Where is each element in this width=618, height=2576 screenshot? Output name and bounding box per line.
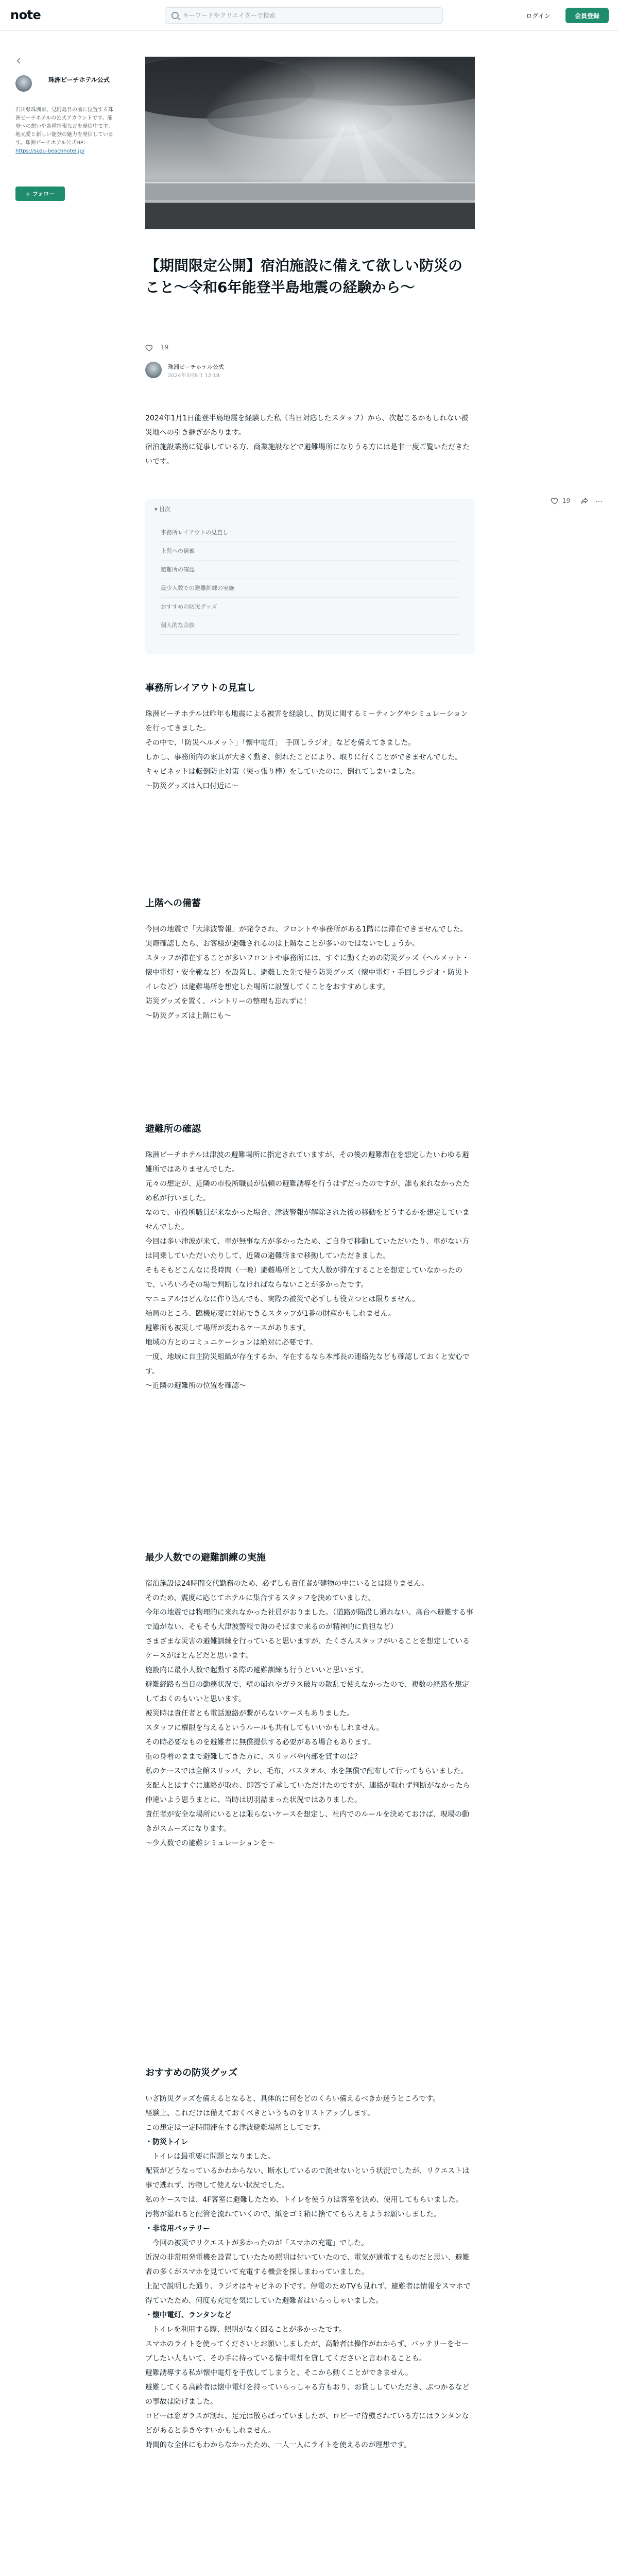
body-line: 今年の地震では物理的に来れなかった社員がおりました。（道路が陥没し通れない、高台へ避難する事で道がない、そもそも大津波警報で海のそばまで来るのが精神的に負担など） bbox=[145, 1608, 473, 1631]
article-title: 【期間限定公開】宿泊施設に備えて欲しい防災のこと〜令和6年能登半島地震の経験から〜 bbox=[145, 257, 463, 296]
more-icon[interactable]: … bbox=[595, 496, 603, 504]
heart-icon[interactable] bbox=[145, 344, 153, 352]
hero-svg bbox=[145, 57, 475, 229]
author-bio-link[interactable]: https://suzu-beachhotel.jp/ bbox=[15, 148, 85, 154]
body-line: 私のケースでは全館スリッパ、テレ、毛布、バスタオル、水を無償で配布して行ってもらいました。 bbox=[145, 1767, 468, 1775]
body-line: トイレを利用する際、照明がなく困ることが多かったです。 bbox=[145, 2326, 347, 2334]
search-icon bbox=[171, 12, 179, 19]
intro-line: 宿泊施設業務に従事している方、商業施設などで避難場所になりうる方には是非一度ご覧いただきたいです。 bbox=[145, 443, 470, 466]
section-body bbox=[145, 2092, 475, 2452]
body-line: スタッフに権限を与えるというルールも共有してもいいかもしれません。 bbox=[145, 1724, 384, 1732]
body-line: 近況の非常用発電機を設置していたため照明は付いていたので、電気が通電するものだと思い、避難者の多くがスマホを見ていて充電する機会を探しまわっていました。 bbox=[145, 2253, 470, 2276]
meta-author-name[interactable]: 珠洲ビーチホテル公式 bbox=[168, 364, 225, 370]
body-line: そもそもどこんなに長時間（一晩）避難場所として大人数が滞在することを想定していなかったので、いろいろその場で判断しなければならないことが多かったです。 bbox=[145, 1266, 462, 1289]
login-button[interactable]: ログイン bbox=[516, 9, 560, 22]
toc-item[interactable]: 個人的な余談 bbox=[161, 616, 459, 635]
body-line: 配管がどうなっているかわからない、断水しているので流せないという状況でしたが、リクエストは事で逃れず、汚物して使えない状況でした。 bbox=[145, 2167, 470, 2190]
signup-button[interactable]: 会員登録 bbox=[565, 8, 609, 23]
body-line: 〜防災グッズは上階にも〜 bbox=[145, 1012, 232, 1020]
toc-heading-label: 目次 bbox=[159, 506, 171, 513]
body-line: 結局のところ、臨機応変に対応できるスタッフが1番の財産かもしれません。 bbox=[145, 1310, 396, 1318]
note-logo[interactable]: note bbox=[10, 8, 41, 22]
toc-toggle-icon[interactable]: ▾ bbox=[154, 506, 158, 513]
top-header bbox=[0, 0, 618, 31]
body-line: しかし、事務所内の家具が大きく動き、倒れたことにより、取りに行くことができませんでした。 bbox=[145, 753, 462, 761]
search-input[interactable] bbox=[183, 8, 435, 23]
body-line: 被災時は責任者とも電話連絡が繋がらないケースもありました。 bbox=[145, 1709, 354, 1718]
body-line: その中で、「防災ヘルメット」「懐中電灯」「手回しラジオ」などを備えてきました。 bbox=[145, 739, 416, 747]
publish-date: 2024年3月8日 12:18 bbox=[168, 373, 220, 379]
body-line: 支配人とはすぐに連絡が取れ、即答で了承していただけたのですが、連絡が取れず判断がなかったら仲違いよう思うまとに、当時は切羽詰まった状況ではありました。 bbox=[145, 1782, 470, 1804]
body-line: 珠洲ビーチホテルは津波の避難場所に指定されていますが、その後の避難滞在を想定したいわゆる避難所ではありませんでした。 bbox=[145, 1151, 469, 1174]
side-heart-icon[interactable] bbox=[550, 497, 559, 505]
body-line: キャビネットは転倒防止対策（突っ張り棒）をしていたのに、倒れてしまいました。 bbox=[145, 768, 419, 776]
body-line: なので、市役所職員が来なかった場合、津波警報が解除された後の移動をどうするかを想定していませんでした。 bbox=[145, 1209, 470, 1231]
section-heading: 最少人数での避難訓練の実施 bbox=[145, 1552, 266, 1563]
section-heading: 避難所の確認 bbox=[145, 1124, 201, 1134]
back-arrow-icon[interactable] bbox=[15, 58, 23, 65]
like-count: 19 bbox=[161, 344, 169, 351]
section-heading: 事務所レイアウトの見直し bbox=[145, 683, 256, 693]
body-line: 元々の想定が、近隣の市役所職員が信頼の避難誘導を行うはずだったのですが、誰も来れなかったため私が行いました。 bbox=[145, 1180, 470, 1202]
share-icon[interactable] bbox=[580, 497, 589, 505]
body-line: 避難誘導する私が懐中電灯を手放してしまうと、そこから動くことができません。 bbox=[145, 2369, 413, 2377]
section-body bbox=[145, 922, 475, 1023]
body-line: スマホのライトを使ってくださいとお願いしましたが、高齢者は操作がわからず、バッテリーをセーブしたい人もいて、その手に持っている懐中電灯を貸してくださいと言われることも。 bbox=[145, 2340, 469, 2363]
body-line: 施設内に最小人数で起動する際の避難訓練も行うといいと思います。 bbox=[145, 1666, 368, 1674]
toc-heading bbox=[154, 505, 170, 513]
toc-item[interactable]: 最少人数での避難訓練の実施 bbox=[161, 579, 459, 598]
body-line: 私のケースでは、4F客室に避難したため、トイレを使う方は客室を決め、使用してもらいました。 bbox=[145, 2196, 463, 2204]
body-line: 時間的な全体にもわからなかったため、一人一人にライトを使えるのが理想です。 bbox=[145, 2441, 411, 2449]
table-of-contents bbox=[145, 499, 475, 654]
body-line: 今回の被災でリクエストが多かったのが「スマホの充電」でした。 bbox=[145, 2239, 369, 2247]
author-bio bbox=[15, 106, 116, 156]
intro-paragraph bbox=[145, 411, 475, 469]
body-line: 防災グッズを置く、パントリーの整理も忘れずに！ bbox=[145, 997, 311, 1006]
body-line: 避難してくる高齢者は懐中電灯を持っていらっしゃる方もおり、お貸ししていただき、ぶつかるなどの事故は防げました。 bbox=[145, 2383, 470, 2406]
body-line: その時必要なものを避難者に無償提供する必要がある場合もあります。 bbox=[145, 1738, 375, 1747]
body-line: 今回は多い津波が来て、車が無事な方が多かったため、ご自身で移動していただいたり、車がない方は同乗していただいたりして、近隣の避難所まで移動していただきました。 bbox=[145, 1238, 470, 1260]
follow-button[interactable] bbox=[15, 187, 65, 201]
article-meta bbox=[145, 362, 300, 382]
body-line: 〜防災グッズは入口付近に〜 bbox=[145, 782, 239, 790]
body-line: スタッフが滞在することが多いフロントや事務所には、すぐに動くための防災グッズ（ヘルメット・懐中電灯・安全靴など）を設置し、避難した先で使う防災グッズ（懐中電灯・手回しラジオ・防災トイレなど）は避難場所を想定した場所に設置してくことをおすすめします。 bbox=[145, 954, 470, 991]
section-body bbox=[145, 1148, 475, 1393]
body-line: 地域の方とのコミュニケーションは絶対に必要です。 bbox=[145, 1338, 318, 1347]
section-body bbox=[145, 1577, 475, 1851]
section-heading: 上階への備蓄 bbox=[145, 898, 201, 909]
author-name[interactable]: 珠洲ビーチホテル公式 bbox=[48, 76, 110, 83]
intro-line: 2024年1月1日能登半島地震を経験した私（当日対応したスタッフ）から、次起こるかもしれない被災地への引き継ぎがあります。 bbox=[145, 414, 469, 437]
subheading: ・懐中電灯、ランタンなど bbox=[145, 2311, 232, 2319]
body-line: 避難所も被災して場所が変わるケースがあります。 bbox=[145, 1324, 311, 1332]
toc-item[interactable]: 避難所の確認 bbox=[161, 561, 459, 579]
toc-item[interactable]: 上階への備蓄 bbox=[161, 542, 459, 561]
body-line: この想定は一定時間滞在する津波避難場所としてです。 bbox=[145, 2124, 325, 2132]
author-avatar[interactable] bbox=[15, 75, 32, 92]
body-line: そのため、震度に応じてホテルに集合するスタッフを決めていました。 bbox=[145, 1594, 375, 1602]
body-line: 〜少人数での避難シミュレーションを〜 bbox=[145, 1839, 275, 1848]
body-line: ロビーは窓ガラスが割れ、足元は散らばっていましたが、ロビーで待機されている方にはランタンなどがあると歩きやすいかもしれません。 bbox=[145, 2412, 469, 2435]
body-line: 今回の地震で「大津波警報」が発令され、フロントや事務所がある1階には滞在できませんでした。 bbox=[145, 925, 468, 934]
follow-plus-icon: + bbox=[25, 191, 30, 197]
follow-label: フォロー bbox=[32, 191, 55, 197]
body-line: いざ防災グッズを備えるとなると、具体的に何をどのくらい備えるべきか迷うところです。 bbox=[145, 2095, 440, 2103]
side-like-count: 19 bbox=[562, 497, 571, 504]
body-line: 責任者が安全な場所にいるとは限らないケースを想定し、社内でのルールを決めておけば、現場の動きがスムーズになります。 bbox=[145, 1810, 470, 1833]
toc-item[interactable]: 事務所レイアウトの見直し bbox=[161, 523, 459, 542]
section-heading: おすすめの防災グッズ bbox=[145, 2067, 238, 2078]
body-line: 宿泊施設は24時間交代勤務のため、必ずしも責任者が建物の中にいるとは限りません。 bbox=[145, 1580, 429, 1588]
subheading: ・非常用バッテリー bbox=[145, 2225, 210, 2233]
body-line: さまざまな災害の避難訓練を行っていると思いますが、たくさんスタッフがいることを想定しているケースがほとんどだと思います。 bbox=[145, 1637, 470, 1660]
subheading: ・防災トイレ bbox=[145, 2138, 188, 2146]
hero-image-sea-sunbeams bbox=[145, 57, 475, 229]
body-line: 重の身着のままで避難してきた方に、スリッパや内部を貸すのは？ bbox=[145, 1753, 362, 1761]
body-line: トイレは最重要に問題となりました。 bbox=[145, 2153, 275, 2161]
body-line: 珠洲ビーチホテルは昨年も地震による被害を経験し、防災に関するミーティングやシミュレーションを行ってきました。 bbox=[145, 710, 468, 733]
body-line: 経験上、これだけは備えておくべきというものをリストアップします。 bbox=[145, 2109, 375, 2117]
section-body bbox=[145, 707, 475, 793]
author-bio-text: 石川県珠洲市、見附島目の前に位置する珠洲ビーチホテルの公式アカウントです。能登への想いや各種情報などを発信中です。地元愛と新しい能登の魅力を発信しています。珠洲ビーチホテル公式HP： bbox=[15, 107, 113, 146]
meta-author-avatar[interactable] bbox=[145, 362, 162, 378]
search-box[interactable] bbox=[165, 7, 443, 24]
body-line: 上記で説明した通り、ラジオはキャビネの下です。停電のためTVも見れず、避難者は情報をスマホで得ていたため、何度も充電を気にしていた避難者はいらっしゃいました。 bbox=[145, 2282, 471, 2305]
body-line: 実際確認したら、お客様が避難されるのは上階なことが多いのではないでしょうか。 bbox=[145, 940, 419, 948]
body-line: 汚物が溢れると配管を流れていくので、紙をゴミ箱に捨ててもらえるようお願いしました。 bbox=[145, 2210, 441, 2218]
body-line: 一度、地域に自主防災組織が存在するか、存在するなら本部長の連絡先なども確認しておくと安心です。 bbox=[145, 1353, 470, 1376]
body-line: マニュアルはどんなに作り込んでも、実際の被災で必ずしも役立つとは限りません。 bbox=[145, 1295, 420, 1303]
floating-actions bbox=[550, 495, 607, 507]
toc-item[interactable]: おすすめの防災グッズ bbox=[161, 598, 459, 616]
body-line: 〜近隣の避難所の位置を確認〜 bbox=[145, 1382, 246, 1390]
body-line: 避難経路も当日の勤務状況で、壁の崩れやガラス破片の散乱で使えなかったので、複数の経路を想定しておくのもいいと思います。 bbox=[145, 1681, 470, 1703]
